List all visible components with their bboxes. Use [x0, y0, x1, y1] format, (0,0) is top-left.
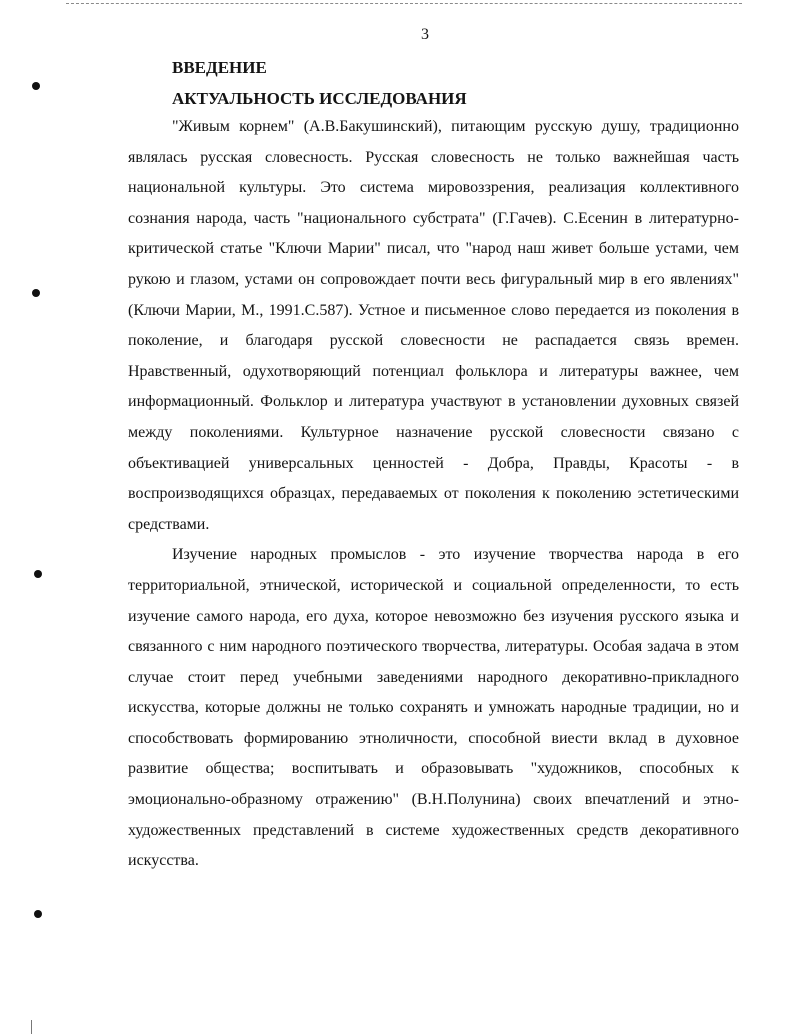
punch-hole-mark	[34, 910, 42, 918]
heading-relevance: АКТУАЛЬНОСТЬ ИССЛЕДОВАНИЯ	[172, 89, 467, 108]
paragraph: "Живым корнем" (А.В.Бакушинский), питающим русскую душу, традиционно являлась русская словесность. Русская словесность не только важнейшая часть национальной культуры. Это система мировоззрения, реализация коллективного сознания народа, часть "национального субстрата" (Г.Гачев). С.Есенин в литературно-критической статье "Ключи Марии" писал, что "народ наш живет больше устами, чем рукою и глазом, устами он сопровождает почти весь фигуральный мир в его явлениях" (Ключи Марии, М., 1991.С.587). Устное и письменное слово передается из поколения в поколение, и благодаря русской словесности не распадается связь времен. Нравственный, одухотворяющий потенциал фольклора и литературы важнее, чем информационный. Фольклор и литература участвуют в установлении духовных связей между поколениями. Культурное назначение русской словесности связано с объективацией универсальных ценностей - Добра, Правды, Красоты - в воспроизводящихся образцах, передаваемых от поколения к поколению эстетическими средствами.	[128, 118, 739, 533]
punch-hole-mark	[32, 289, 40, 297]
page-number: 3	[421, 26, 429, 43]
scan-top-edge	[66, 3, 742, 4]
section-headings	[172, 52, 732, 114]
heading-introduction: ВВЕДЕНИЕ	[172, 58, 267, 77]
punch-hole-mark	[34, 570, 42, 578]
scan-edge-mark	[31, 1020, 32, 1034]
punch-hole-mark	[32, 82, 40, 90]
paragraph: Изучение народных промыслов - это изучение творчества народа в его территориальной, этнической, исторической и социальной определенности, то есть изучение самого народа, его духа, которое невозможно без изучения русского языка и связанного с ним народного поэтического творчества, литературы. Особая задача в этом случае стоит перед учебными заведениями народного декоративно-прикладного искусства, которые должны не только сохранять и умножать народные традиции, но и способствовать формированию этноличности, способной виести вклад в духовное развитие общества; воспитывать и образовывать "художников, способных к эмоционально-образному отражению" (В.Н.Полунина) своих впечатлений и этно-художественных представлений в системе художественных средств декоративного искусства.	[128, 546, 739, 870]
document-body	[128, 112, 739, 877]
